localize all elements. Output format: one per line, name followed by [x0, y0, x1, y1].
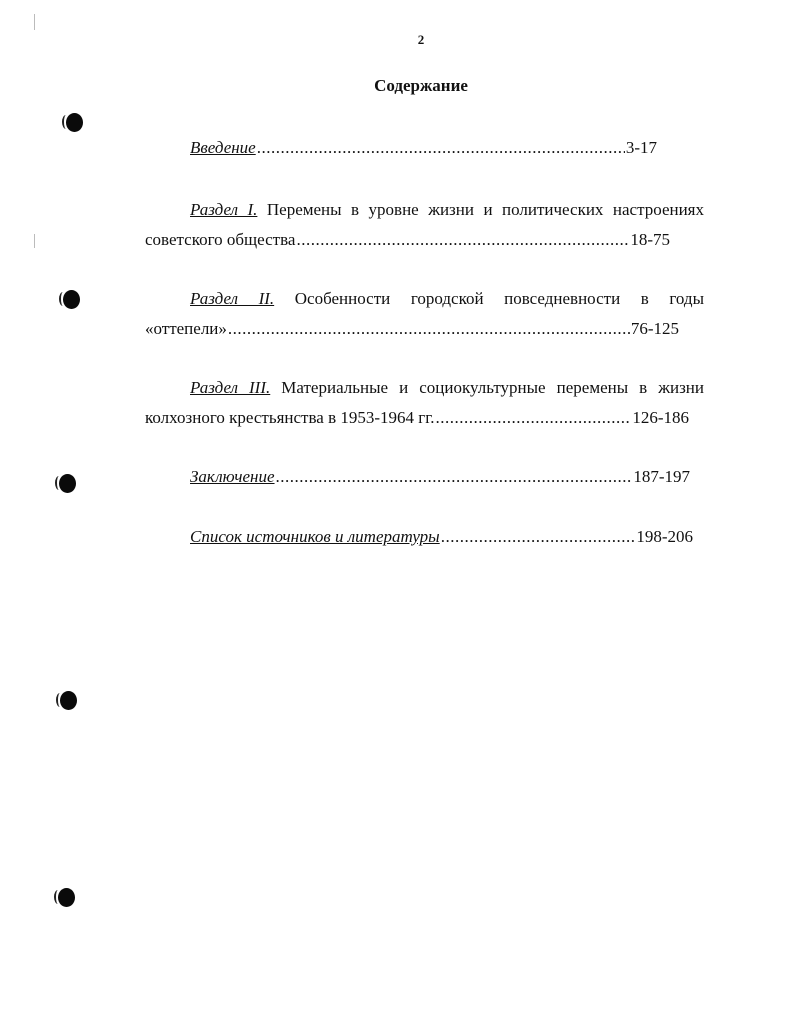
toc-entry-pages: 126-186 [632, 408, 689, 427]
dot-leader [441, 525, 636, 549]
toc-entry-heading: Раздел I. [190, 200, 258, 219]
page-number: 2 [417, 32, 425, 47]
punch-hole-icon [58, 888, 75, 907]
toc-entry-section-1-cont [145, 228, 670, 252]
toc-entry-text-cont: «оттепели» [145, 319, 227, 338]
toc-entry-pages: 3-17 [625, 138, 657, 157]
toc-entry-text: Материальные и социокультурные перемены в жизни [270, 378, 704, 397]
toc-entry-section-2-cont [145, 317, 679, 341]
punch-hole-icon [60, 691, 77, 710]
toc-entry-pages: 18-75 [630, 230, 670, 249]
dot-leader [228, 317, 630, 341]
toc-entry-heading: Раздел II. [190, 289, 275, 308]
dot-leader [257, 136, 625, 160]
scan-mark [34, 14, 35, 30]
toc-entry-heading: Заключение [190, 467, 275, 486]
scan-mark [34, 234, 35, 248]
toc-entry-text-cont: советского общества [145, 230, 296, 249]
dot-leader [276, 465, 633, 489]
dot-leader [436, 406, 632, 430]
toc-entry-pages: 198-206 [636, 527, 693, 546]
toc-entry-section-3-cont [145, 406, 689, 430]
punch-hole-icon [66, 113, 83, 132]
toc-entry-section-1 [190, 198, 704, 222]
toc-entry-heading: Раздел III. [190, 378, 271, 397]
toc-entry-text: Перемены в уровне жизни и политических настроениях [257, 200, 705, 219]
toc-entry-bibliography [190, 525, 693, 549]
page-title: Содержание [374, 76, 468, 95]
toc-entry-section-3 [190, 376, 704, 400]
toc-entry-pages: 187-197 [633, 467, 690, 486]
toc-entry-conclusion [190, 465, 690, 489]
punch-hole-icon [63, 290, 80, 309]
toc-entry-pages: 76-125 [630, 319, 679, 338]
toc-entry-heading: Введение [190, 138, 256, 157]
toc-entry-introduction [190, 136, 657, 160]
dot-leader [296, 228, 629, 252]
toc-entry-section-2 [190, 287, 704, 311]
toc-entry-text-cont: колхозного крестьянства в 1953-1964 гг. [145, 408, 435, 427]
punch-hole-icon [59, 474, 76, 493]
toc-entry-text: Особенности городской повседневности в годы [274, 289, 705, 308]
toc-entry-heading: Список источников и литературы [190, 527, 440, 546]
